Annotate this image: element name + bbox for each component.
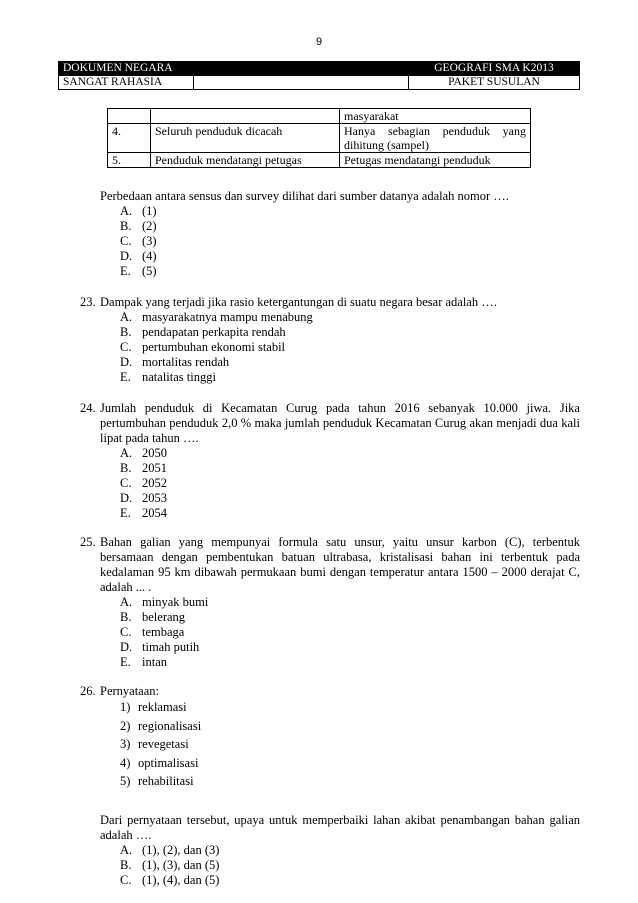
option: B. (1), (3), dan (5)	[120, 857, 220, 872]
option: B. belerang	[120, 610, 186, 624]
option-list	[120, 204, 580, 279]
table-cell: Petugas mendatangi penduduk	[340, 153, 531, 168]
option: E. natalitas tinggi	[120, 370, 216, 384]
page-number: 9	[315, 36, 323, 48]
option: A. (1), (2), dan (3)	[120, 842, 220, 857]
question-stem: Bahan galian yang mempunyai formula satu unsur, yaitu unsur karbon (C), terbentuk bersamaan dengan pembentukan batuan ultrabasa, kristalisasi bahan ini terbentuk pada kedalaman 95 km dibawah permukaan bumi dengan temperatur antara 1500 – 2000 derajat C, adalah ... .	[100, 535, 580, 594]
statement-item: 1) reklamasi	[120, 700, 187, 714]
option: A. minyak bumi	[120, 595, 209, 609]
option: D. timah putih	[120, 640, 200, 654]
header-subject: GEOGRAFI SMA K2013	[409, 62, 580, 76]
statement-item: 2) regionalisasi	[120, 718, 202, 733]
statement-item: 4) optimalisasi	[120, 755, 199, 770]
option: A. masyarakatnya mampu menabung	[120, 310, 313, 324]
document-header	[58, 61, 580, 90]
question-stem: Perbedaan antara sensus dan survey dilihat dari sumber datanya adalah nomor ….	[100, 189, 509, 203]
question-number: 23.	[80, 295, 96, 309]
option: C. (3)	[120, 234, 157, 248]
option: E. intan	[120, 655, 167, 669]
header-secrecy: SANGAT RAHASIA	[59, 76, 194, 90]
question-followup: Dari pernyataan tersebut, upaya untuk memperbaiki lahan akibat penambangan bahan galian adalah ….	[100, 812, 580, 842]
statement-item: 5) rehabilitasi	[120, 774, 194, 788]
table-row	[108, 153, 531, 168]
table-cell: masyarakat	[340, 109, 531, 124]
option-list	[120, 595, 580, 670]
option: C. 2052	[120, 476, 167, 490]
question-22	[100, 189, 580, 279]
table-cell: 5.	[108, 153, 151, 168]
option: B. pendapatan perkapita rendah	[120, 325, 286, 339]
option: D. (4)	[120, 249, 157, 263]
question-stem: Pernyataan:	[100, 684, 160, 698]
option: C. (1), (4), dan (5)	[120, 872, 220, 887]
question-stem: Jumlah penduduk di Kecamatan Curug pada tahun 2016 sebanyak 10.000 jiwa. Jika pertumbuhan penduduk 2,0 % maka jumlah penduduk Kecamatan Curug akan menjadi dua kali lipat pada tahun ….	[100, 401, 580, 445]
header-package: PAKET SUSULAN	[409, 76, 580, 90]
statement-list	[120, 700, 580, 793]
question-23	[80, 295, 580, 385]
option-list	[120, 310, 580, 385]
question-25	[80, 535, 580, 670]
question-24	[80, 401, 580, 521]
question-number: 24.	[80, 401, 96, 415]
table-row	[108, 124, 531, 153]
table-cell: Seluruh penduduk dicacah	[151, 124, 340, 153]
question-26	[80, 684, 580, 888]
table-cell: 4.	[108, 124, 151, 153]
question-number: 26.	[80, 684, 96, 698]
option: B. 2051	[120, 461, 167, 475]
option: B. (2)	[120, 219, 157, 233]
table-cell: Hanya sebagian penduduk yang dihitung (sampel)	[340, 124, 531, 153]
option: E. (5)	[120, 264, 157, 278]
table-row	[108, 109, 531, 124]
option: A. 2050	[120, 446, 167, 460]
header-classification: DOKUMEN NEGARA	[59, 62, 194, 76]
comparison-table	[107, 108, 531, 168]
option: D. 2053	[120, 491, 167, 505]
option: D. mortalitas rendah	[120, 355, 230, 369]
question-number: 25.	[80, 535, 96, 549]
option: C. tembaga	[120, 625, 185, 639]
option: A. (1)	[120, 204, 157, 218]
table-cell: Penduduk mendatangi petugas	[151, 153, 340, 168]
option: C. pertumbuhan ekonomi stabil	[120, 340, 286, 354]
question-stem: Dampak yang terjadi jika rasio ketergantungan di suatu negara besar adalah ….	[100, 295, 497, 309]
option-list	[120, 843, 580, 888]
option-list	[120, 446, 580, 521]
statement-item: 3) revegetasi	[120, 737, 189, 751]
option: E. 2054	[120, 506, 167, 520]
